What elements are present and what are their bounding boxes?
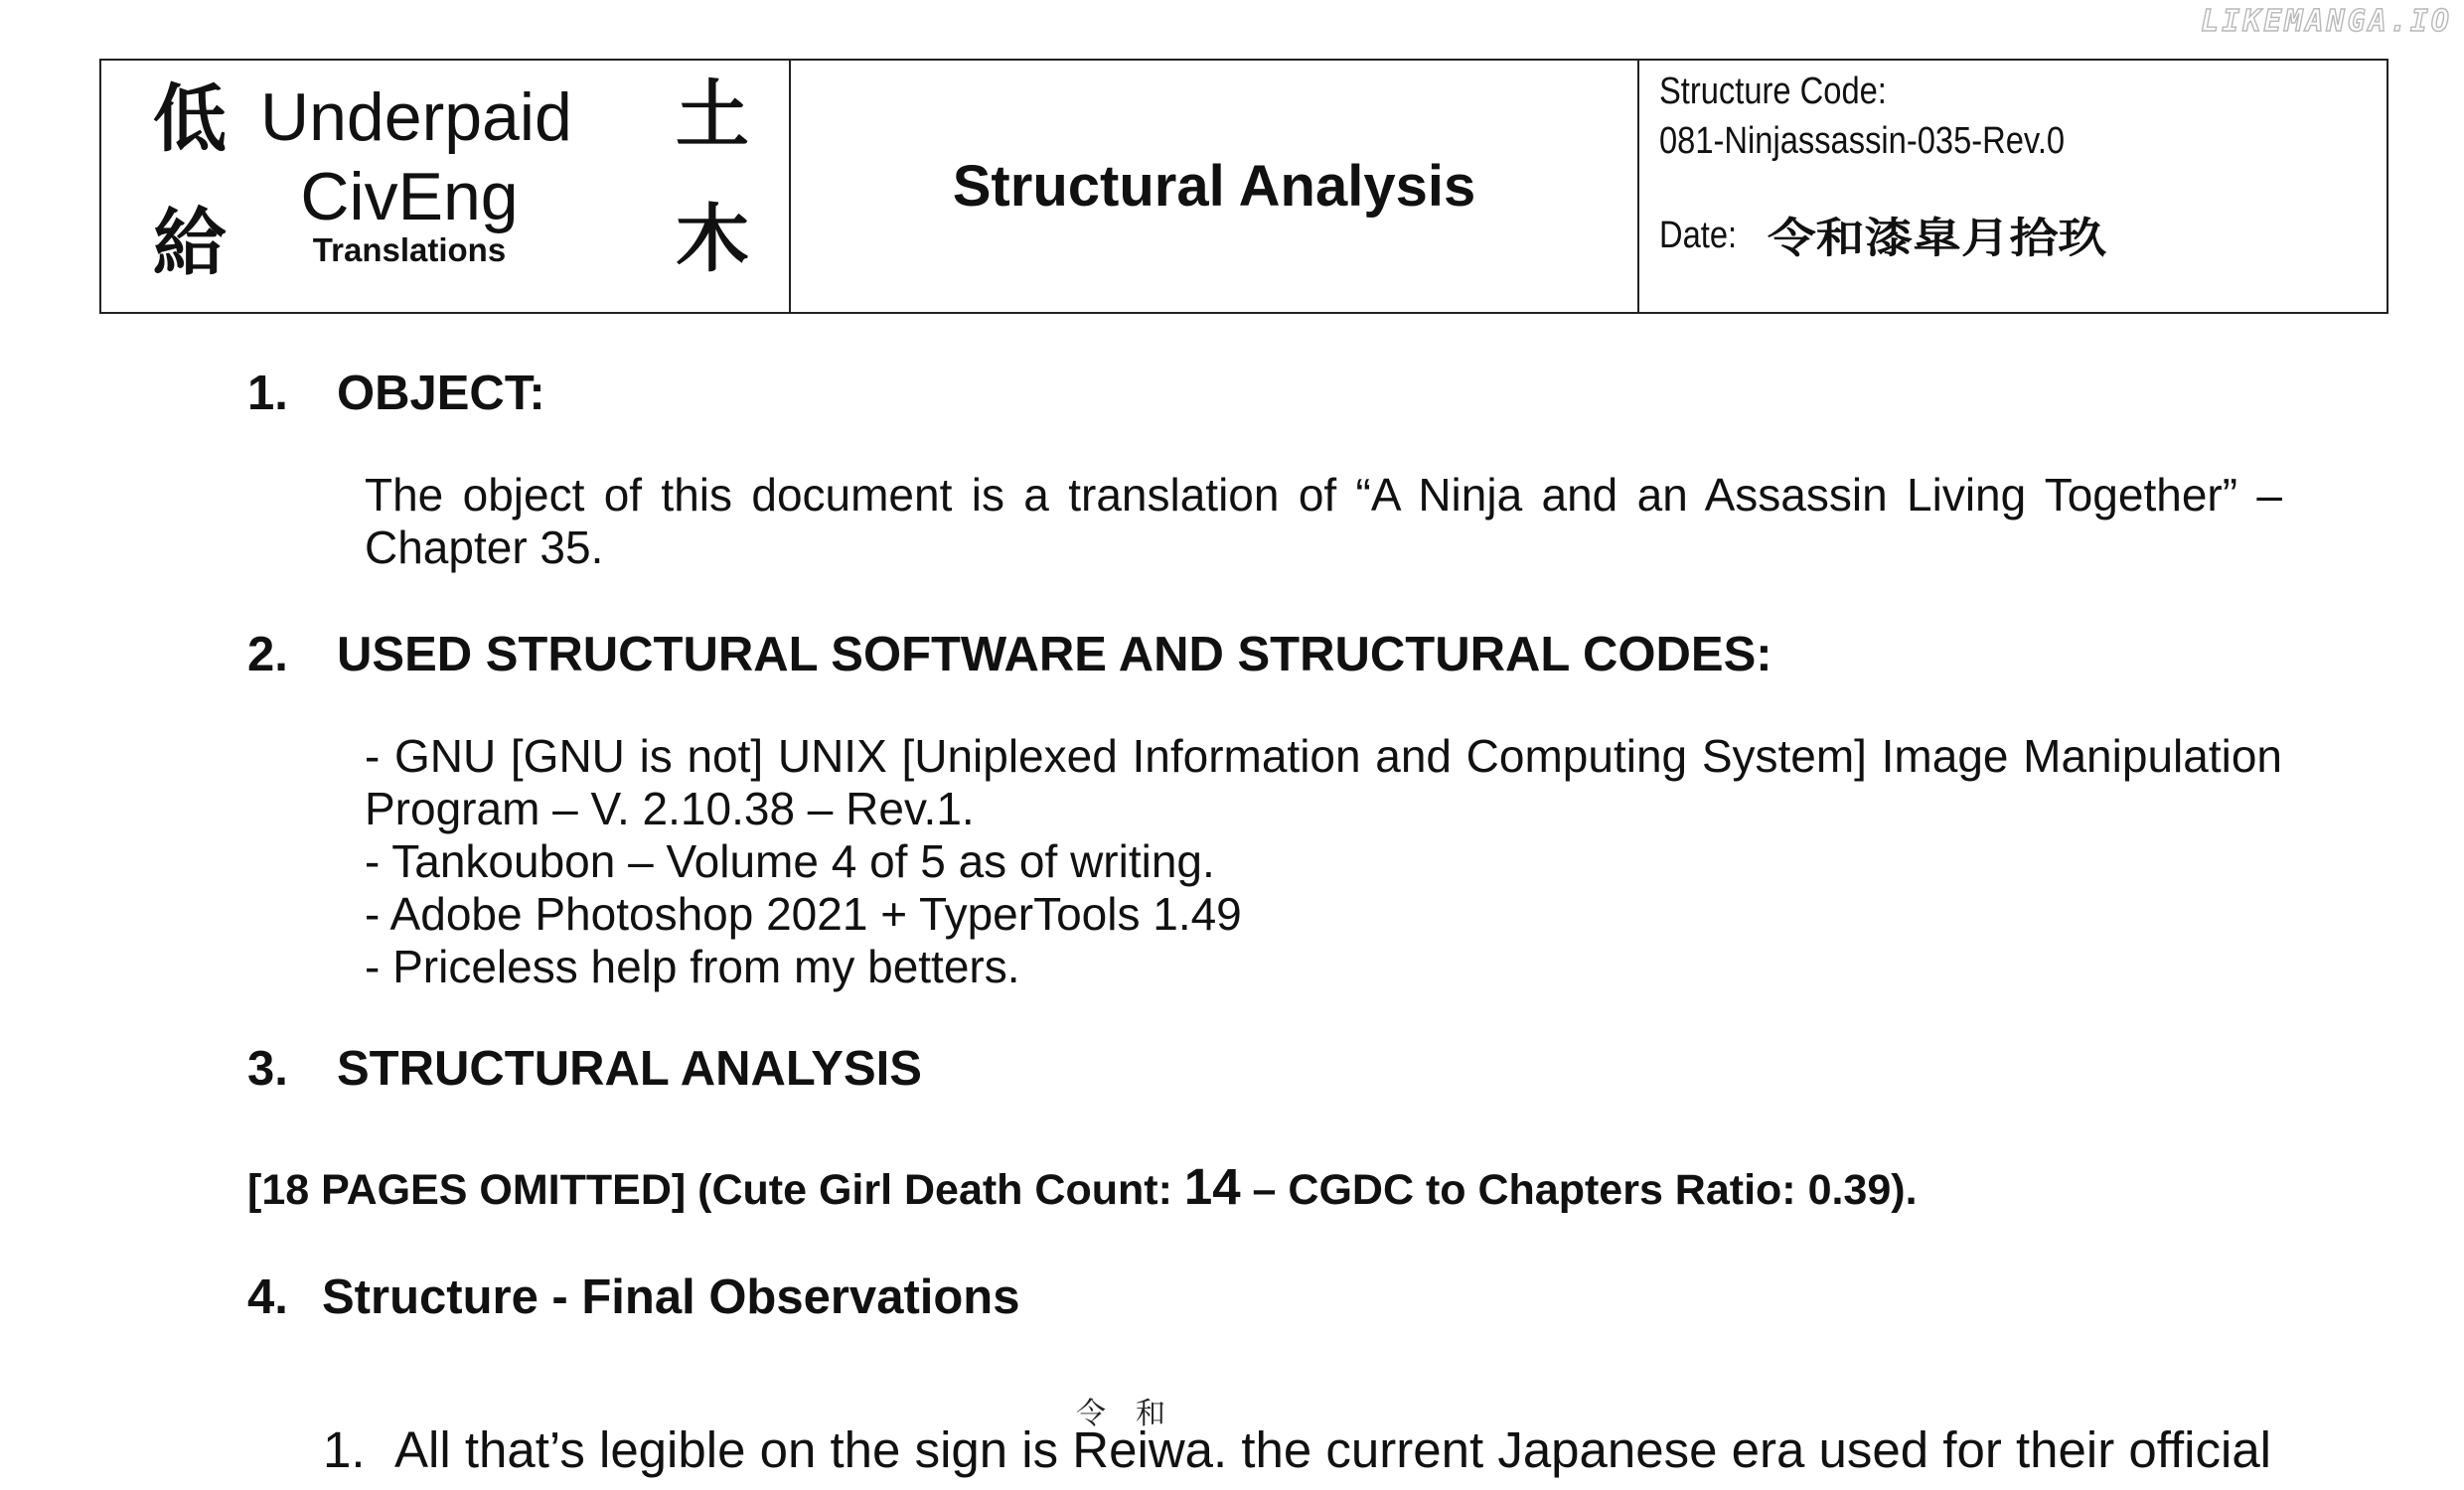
section-1-title: OBJECT:: [337, 367, 545, 420]
brand-translations: Translations: [312, 231, 507, 268]
kanji-wood: 木: [676, 197, 749, 282]
date-label: Date:: [1659, 215, 1738, 256]
omitted-text-end: – CGDC to Chapters Ratio: 0.39).: [1240, 1166, 1918, 1214]
date-value: 令和漆皐月拾玖: [1767, 214, 2106, 262]
list-item: - Tankoubon – Volume 4 of 5 as of writing.: [365, 835, 1215, 887]
brand-civeng: CivEng: [300, 159, 519, 234]
brand-underpaid: Underpaid: [260, 79, 572, 155]
date-row: [1659, 206, 2387, 265]
section-3-number: 3.: [247, 1042, 288, 1096]
object-paragraph: The object of this document is a translation of “A Ninja and an Assassin Living Together” – Chapter 35.: [365, 469, 2282, 573]
section-3-heading: [247, 1041, 922, 1097]
observation-number: 1.: [323, 1421, 366, 1478]
software-list: [365, 730, 2282, 993]
section-1-number: 1.: [247, 367, 288, 420]
ruby-annotation: 令和: [1076, 1397, 1195, 1431]
observation-item: [323, 1420, 2271, 1479]
section-4-number: 4.: [247, 1270, 288, 1324]
structure-code-value: 081-Ninjassassin-035-Rev.0: [1659, 120, 2066, 162]
omitted-text-start: [18 PAGES OMITTED] (Cute Girl Death Count:: [247, 1166, 1184, 1214]
kanji-pay: 給: [153, 201, 227, 286]
section-2-title: USED STRUCTURAL SOFTWARE AND STRUCTURAL CODES:: [337, 628, 1772, 681]
section-2-number: 2.: [247, 628, 288, 681]
section-2-heading: [247, 627, 1772, 682]
structure-code-label: Structure Code:: [1659, 71, 1887, 112]
omitted-pages-note: [247, 1157, 1918, 1216]
meta-cell: [1639, 61, 2387, 312]
kanji-earth: 土: [676, 73, 749, 158]
list-item: - Priceless help from my betters.: [365, 941, 1020, 992]
section-4-heading: [247, 1269, 1020, 1325]
section-4-title: Structure - Final Observations: [322, 1270, 1020, 1324]
title-cell: [791, 61, 1639, 312]
observation-text: All that’s legible on the sign is Reiwa. the current Japanese era used for their official: [394, 1421, 2272, 1478]
logo-cell: [101, 61, 791, 312]
section-1-heading: [247, 366, 545, 421]
list-item: - GNU [GNU is not] UNIX [Uniplexed Information and Computing System] Image Manipulation Program – V. 2.10.38 – Rev.1.: [365, 730, 2282, 834]
watermark: LIKEMANGA.IO: [2201, 4, 2452, 39]
document-title: Structural Analysis: [952, 154, 1476, 219]
kanji-low: 低: [153, 76, 227, 162]
document-header: [99, 59, 2388, 314]
list-item: - Adobe Photoshop 2021 + TyperTools 1.49: [365, 888, 1242, 940]
death-count: 14: [1183, 1158, 1241, 1215]
section-3-title: STRUCTURAL ANALYSIS: [337, 1042, 922, 1096]
